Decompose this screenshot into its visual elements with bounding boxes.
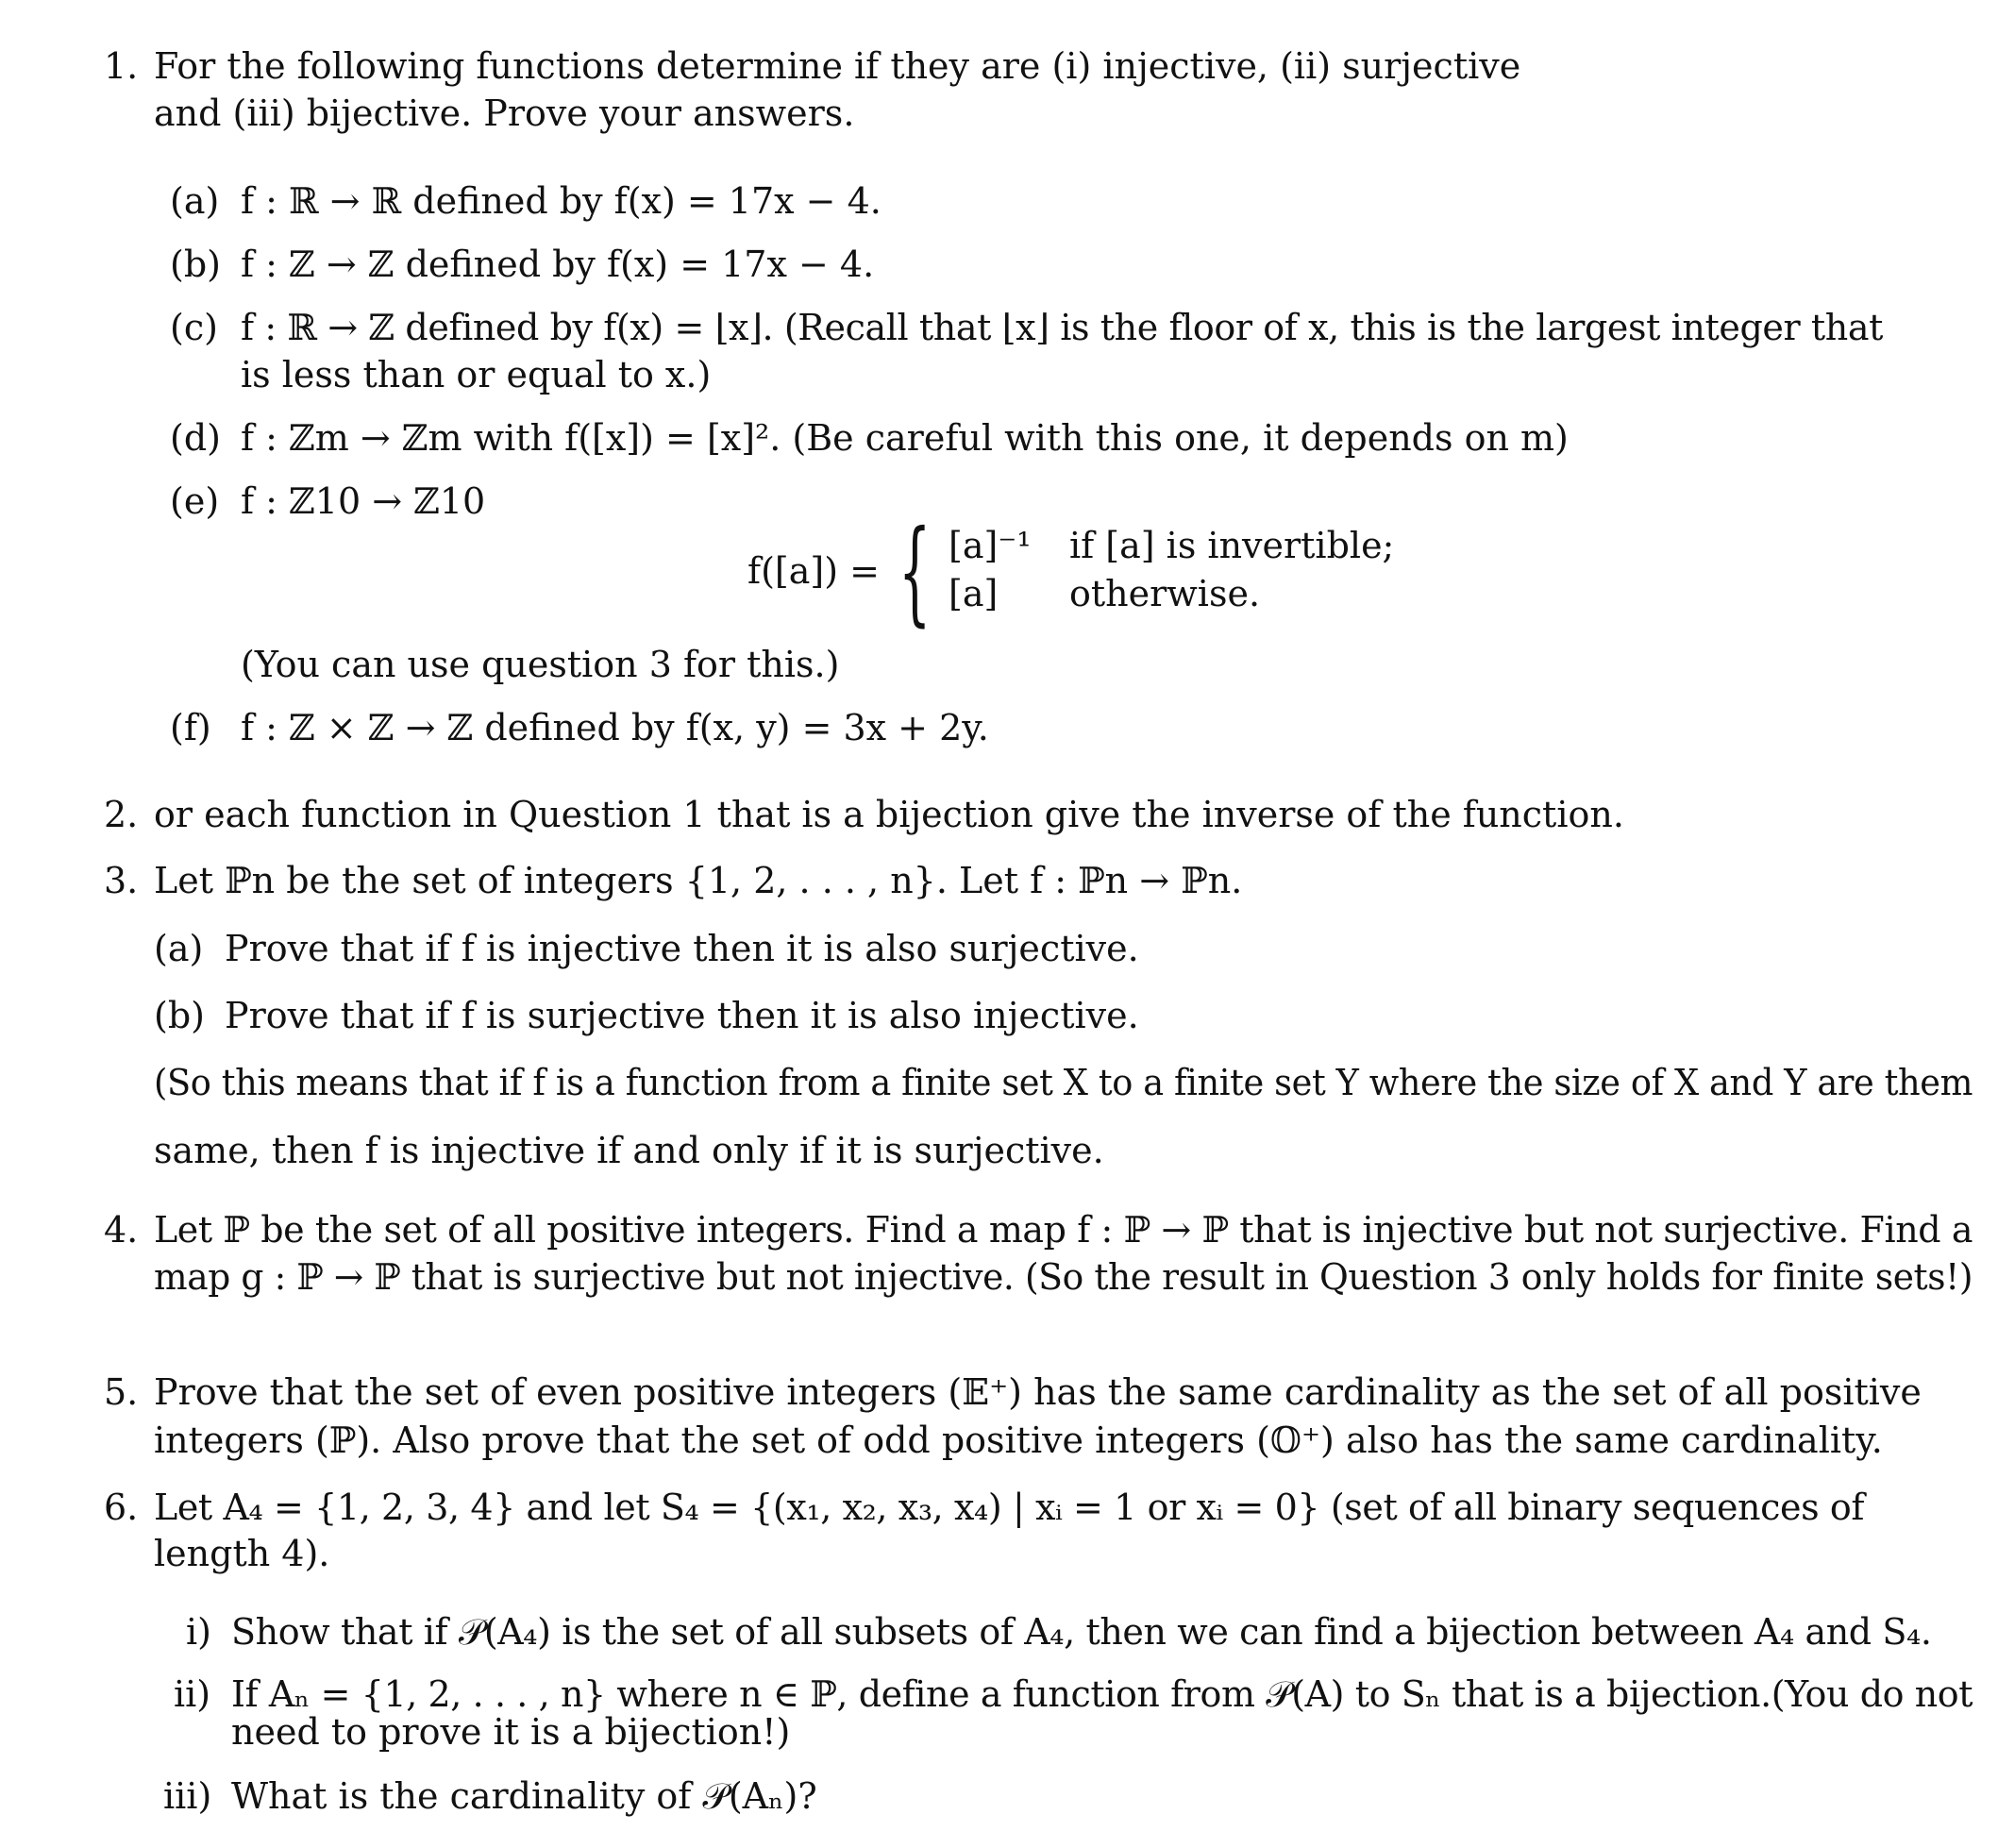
q1a-text: f : ℝ → ℝ defined by f(x) = 17x − 4. xyxy=(241,180,881,222)
left-brace-icon: { xyxy=(898,507,932,638)
q5-number: 5. xyxy=(104,1371,139,1413)
q2-number: 2. xyxy=(104,794,139,835)
q3-text: Let ℙn be the set of integers {1, 2, . . . , n}. Let f : ℙn → ℙn. xyxy=(154,860,1243,901)
q2-text: or each function in Question 1 that is a bijection give the inverse of the function. xyxy=(154,794,1624,835)
q3-note-line2: same, then f is injective if and only if it is surjective. xyxy=(154,1130,1104,1171)
q1e-case1-value: [a]⁻¹ xyxy=(949,525,1032,566)
q1c-label: (c) xyxy=(170,307,218,348)
q1e-note: (You can use question 3 for this.) xyxy=(241,644,840,685)
q6i-text: Show that if 𝒫(A₄) is the set of all subsets of A₄, then we can find a bijection between A₄ and S₄. xyxy=(231,1611,1932,1653)
q1e-text: f : ℤ10 → ℤ10 xyxy=(241,480,486,522)
q1f-text: f : ℤ × ℤ → ℤ defined by f(x, y) = 3x + 2y. xyxy=(241,707,989,748)
q5-line1: Prove that the set of even positive integers (𝔼⁺) has the same cardinality as the set of all positive xyxy=(154,1371,1922,1413)
q3-note-line1: (So this means that if f is a function from a finite set X to a finite set Y where the size of X and Y are them xyxy=(154,1062,1973,1103)
q6iii-label: iii) xyxy=(163,1775,212,1817)
q3b-text: Prove that if f is surjective then it is also injective. xyxy=(225,995,1139,1036)
q6ii-text-line2: need to prove it is a bijection!) xyxy=(231,1711,791,1753)
q1c-text-line2: is less than or equal to x.) xyxy=(241,354,712,395)
q1e-case1-condition: if [a] is invertible; xyxy=(1069,525,1395,566)
q4-line2: map g : ℙ → ℙ that is surjective but not injective. (So the result in Question 3 only holds for finite sets!) xyxy=(154,1256,1973,1298)
q1e-case2-value: [a] xyxy=(949,573,999,614)
q6-line1: Let A₄ = {1, 2, 3, 4} and let S₄ = {(x₁, x₂, x₃, x₄) | xᵢ = 1 or xᵢ = 0} (set of all binary sequences of xyxy=(154,1487,1865,1528)
q1f-label: (f) xyxy=(170,707,211,748)
q1-intro-line2: and (iii) bijective. Prove your answers. xyxy=(154,92,855,134)
q6ii-label: ii) xyxy=(174,1673,211,1715)
q6ii-text-line1: If Aₙ = {1, 2, . . . , n} where n ∈ ℙ, define a function from 𝒫(A) to Sₙ that is a bijection.(You do not xyxy=(231,1673,1973,1715)
q1c-text-line1: f : ℝ → ℤ defined by f(x) = ⌊x⌋. (Recall that ⌊x⌋ is the floor of x, this is the largest integer that xyxy=(241,307,1883,348)
q6-line2: length 4). xyxy=(154,1533,330,1574)
q3a-label: (a) xyxy=(154,928,204,969)
q3-number: 3. xyxy=(104,860,139,901)
q1e-label: (e) xyxy=(170,480,220,522)
q1e-piecewise-lhs: f([a]) = xyxy=(747,550,880,592)
q1b-label: (b) xyxy=(170,244,221,285)
q1-number: 1. xyxy=(104,45,139,87)
q1d-label: (d) xyxy=(170,417,221,459)
q6-number: 6. xyxy=(104,1487,139,1528)
q3a-text: Prove that if f is injective then it is also surjective. xyxy=(225,928,1139,969)
q6i-label: i) xyxy=(186,1611,211,1653)
q3b-label: (b) xyxy=(154,995,205,1036)
q4-line1: Let ℙ be the set of all positive integers. Find a map f : ℙ → ℙ that is injective but not surjective. Find a xyxy=(154,1209,1973,1251)
q1e-case2-condition: otherwise. xyxy=(1069,573,1261,614)
q1d-text: f : ℤm → ℤm with f([x]) = [x]². (Be careful with this one, it depends on m) xyxy=(241,417,1569,459)
q1a-label: (a) xyxy=(170,180,220,222)
q4-number: 4. xyxy=(104,1209,139,1251)
q1-intro-line1: For the following functions determine if they are (i) injective, (ii) surjective xyxy=(154,45,1521,87)
q5-line2: integers (ℙ). Also prove that the set of odd positive integers (𝕆⁺) also has the same cardinality. xyxy=(154,1420,1883,1461)
q1b-text: f : ℤ → ℤ defined by f(x) = 17x − 4. xyxy=(241,244,875,285)
q6iii-text: What is the cardinality of 𝒫(Aₙ)? xyxy=(231,1775,817,1817)
